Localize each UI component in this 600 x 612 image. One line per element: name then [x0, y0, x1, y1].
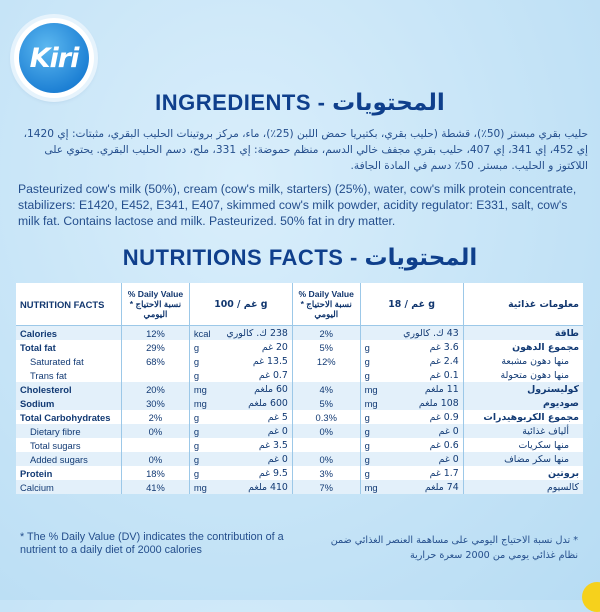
amount-18g — [360, 340, 463, 354]
amount-100g-ar: 0.7 غم — [258, 369, 288, 381]
amount-18g — [360, 396, 463, 410]
daily-value-100g: 0% — [122, 452, 190, 466]
nutrition-table — [16, 283, 583, 494]
amount-100g — [189, 396, 292, 410]
amount-18g-unit-en: mg — [364, 481, 378, 493]
amount-100g-ar: 0 غم — [267, 453, 288, 465]
amount-18g-unit-en: g — [364, 411, 370, 423]
amount-18g — [360, 382, 463, 396]
nutrient-name-ar: مجموع الكربوهيدرات — [483, 411, 579, 423]
nutrient-name-ar: ألياف غذائية — [522, 425, 569, 437]
daily-value-18g: 5% — [292, 340, 360, 354]
table-row — [16, 354, 583, 368]
daily-value-18g: 0% — [292, 424, 360, 438]
amount-100g-unit-en: g — [193, 467, 200, 479]
amount-100g-unit-en: mg — [193, 383, 207, 395]
nutrient-name-ar: منها سكريات — [518, 439, 569, 451]
amount-18g — [360, 452, 463, 466]
nutrient-name-en: Saturated fat — [16, 354, 122, 368]
amount-100g-ar: 410 ملغم — [248, 481, 288, 493]
daily-value-100g: 30% — [122, 396, 190, 410]
nutrition-heading-ar: المحتويات — [364, 245, 478, 271]
amount-18g-ar: 0.9 غم — [429, 411, 459, 423]
amount-18g-unit-en: mg — [364, 397, 378, 409]
amount-100g-unit-en: g — [193, 411, 200, 423]
header-per-100: غم / 100 g — [189, 283, 292, 326]
amount-18g-unit-en: g — [364, 355, 370, 367]
amount-100g — [189, 466, 292, 480]
amount-18g-ar: 0.6 غم — [429, 439, 459, 451]
amount-100g — [189, 438, 292, 452]
amount-18g-unit-en: g — [364, 425, 370, 437]
daily-value-100g: 18% — [122, 466, 190, 480]
nutrient-name-ar: طاقة — [554, 327, 579, 339]
nutrient-name-ar: منها سكر مضاف — [504, 453, 569, 465]
amount-100g — [189, 480, 292, 494]
amount-100g — [189, 368, 292, 382]
footnote-en: * The % Daily Value (DV) indicates the contribution of a nutrient to a daily diet of 2000 calories — [20, 531, 284, 556]
daily-value-18g: 5% — [292, 396, 360, 410]
ingredients-heading-ar: المحتويات — [332, 90, 445, 116]
table-row — [16, 452, 583, 466]
ingredients-heading — [0, 90, 600, 116]
nutrient-name-en: Protein — [16, 466, 122, 480]
table-row — [16, 382, 583, 396]
amount-100g-ar: 3.5 غم — [258, 439, 288, 451]
table-row — [16, 326, 583, 341]
nutrition-heading — [0, 245, 600, 271]
table-row — [16, 340, 583, 354]
daily-value-18g: 3% — [292, 466, 360, 480]
amount-100g — [189, 340, 292, 354]
amount-100g-unit-en: kcal — [193, 327, 211, 339]
amount-18g — [360, 410, 463, 424]
amount-18g — [360, 424, 463, 438]
daily-value-18g: 4% — [292, 382, 360, 396]
amount-18g — [360, 466, 463, 480]
amount-18g-ar: 3.6 غم — [429, 341, 459, 353]
amount-18g-ar: 2.4 غم — [429, 355, 459, 367]
amount-18g-unit-en: g — [364, 453, 370, 465]
amount-100g — [189, 424, 292, 438]
header-per-18: غم / 18 g — [360, 283, 463, 326]
ingredients-text-ar: حليب بقري مبستر (50٪)، قشطة (حليب بقري، بكتيريا حمض اللبن (25٪)، ماء، مركز بروتينات الحليب البقري، مثبتات: إي 1420، إي 452، إي 341، إي 407، حليب بقري مجفف خالي الدسم، منظم حموضة: إي 331، ملح، دسم الحليب البقري. يحتوي على اللاكتوز و الحليب. مبستر. 50٪ دسم في المادة الجافة. — [23, 128, 588, 172]
ingredients-heading-en: INGREDIENTS - — [155, 90, 326, 115]
amount-100g — [189, 382, 292, 396]
amount-100g-ar: 600 ملغم — [248, 397, 288, 409]
daily-value-100g: 68% — [122, 354, 190, 368]
table-row — [16, 396, 583, 410]
daily-value-18g: 12% — [292, 354, 360, 368]
nutrient-name-ar: صوديوم — [542, 397, 579, 409]
amount-18g-ar: 74 ملغم — [424, 481, 459, 493]
amount-100g-unit-en: g — [193, 355, 200, 367]
daily-value-18g — [292, 438, 360, 452]
daily-value-18g: 2% — [292, 326, 360, 341]
daily-value-100g: 41% — [122, 480, 190, 494]
amount-100g-unit-en: g — [193, 453, 200, 465]
daily-value-100g — [122, 438, 190, 452]
footnote-ar: * تدل نسبة الاحتياج اليومي على مساهمة العنصر الغذائي ضمن نظام غذائي يومي من 2000 سعرة حرارية — [330, 535, 578, 561]
nutrition-table-body — [16, 326, 583, 495]
amount-100g-ar: 5 غم — [267, 411, 288, 423]
brand-logo-text: Kiri — [19, 23, 89, 93]
nutrient-name-en: Total sugars — [16, 438, 122, 452]
header-nutrition-facts: NUTRITION FACTS — [16, 283, 122, 326]
nutrient-name-en: Total fat — [16, 340, 122, 354]
table-row — [16, 410, 583, 424]
amount-100g-ar: 0 غم — [267, 425, 288, 437]
amount-100g-ar: 238 ك. كالوري — [226, 327, 288, 339]
amount-100g-unit-en: mg — [193, 397, 207, 409]
daily-value-100g: 0% — [122, 424, 190, 438]
daily-value-18g: 0% — [292, 452, 360, 466]
amount-100g-unit-en: mg — [193, 481, 207, 493]
amount-100g — [189, 354, 292, 368]
header-pct-100: % Daily Value * نسبة الاحتياج اليومي — [122, 283, 190, 326]
nutrient-name-ar: منها دهون متحولة — [500, 369, 569, 381]
nutrient-name-en: Dietary fibre — [16, 424, 122, 438]
header-nutrition-facts-ar: معلومات غذائية — [463, 283, 583, 326]
nutrient-name-en: Total Carbohydrates — [16, 410, 122, 424]
table-row — [16, 466, 583, 480]
amount-18g — [360, 438, 463, 452]
amount-18g-unit-en: mg — [364, 383, 378, 395]
amount-100g-ar: 13.5 غم — [252, 355, 288, 367]
daily-value-100g — [122, 368, 190, 382]
amount-18g-ar: 108 ملغم — [418, 397, 459, 409]
daily-value-100g: 29% — [122, 340, 190, 354]
amount-18g-ar: 11 ملغم — [424, 383, 459, 395]
daily-value-18g: 0.3% — [292, 410, 360, 424]
daily-value-100g: 2% — [122, 410, 190, 424]
amount-18g-ar: 0.1 غم — [429, 369, 459, 381]
amount-100g-ar: 9.5 غم — [258, 467, 288, 479]
corner-decoration — [582, 582, 600, 612]
nutrient-name-ar: مجموع الدهون — [512, 341, 579, 353]
amount-18g-unit-en: g — [364, 439, 370, 451]
nutrient-name-en: Trans fat — [16, 368, 122, 382]
amount-18g-unit-en: g — [364, 341, 370, 353]
nutrient-name-ar: بروتين — [548, 467, 579, 479]
amount-18g-ar: 43 ك. كالوري — [403, 327, 459, 339]
amount-18g-ar: 0 غم — [438, 425, 459, 437]
amount-18g-ar: 0 غم — [438, 453, 459, 465]
amount-18g — [360, 326, 463, 341]
nutrition-table-header — [16, 283, 583, 326]
header-pct-18: % Daily Value * نسبة الاحتياج اليومي — [292, 283, 360, 326]
nutrient-name-ar: منها دهون مشبعة — [501, 355, 569, 367]
amount-100g — [189, 326, 292, 341]
table-row — [16, 368, 583, 382]
ingredients-text-en: Pasteurized cow's milk (50%), cream (cow's milk, starters) (25%), water, cow's milk protein concentrate, stabilizers: E1420, E452, E341, E407, skimmed cow's milk powder, acidity regulator: E331, salt, cow's milk fat. Contains lactose and milk. Pasteurized. 50% fat in dry matter. — [18, 182, 577, 228]
nutrition-heading-en: NUTRITIONS FACTS - — [122, 245, 358, 270]
amount-18g-unit-en: g — [364, 369, 370, 381]
nutrient-name-en: Calcium — [16, 480, 122, 494]
nutrient-name-ar: كالسيوم — [546, 481, 579, 493]
nutrient-name-en: Added sugars — [16, 452, 122, 466]
amount-100g-unit-en: g — [193, 439, 200, 451]
amount-18g — [360, 354, 463, 368]
nutrient-name-ar: كوليسترول — [527, 383, 579, 395]
amount-100g-ar: 20 غم — [261, 341, 288, 353]
daily-value-100g: 20% — [122, 382, 190, 396]
amount-100g-unit-en: g — [193, 425, 200, 437]
amount-100g — [189, 452, 292, 466]
daily-value-18g: 7% — [292, 480, 360, 494]
daily-value-100g: 12% — [122, 326, 190, 341]
amount-18g-ar: 1.7 غم — [429, 467, 459, 479]
nutrient-name-en: Calories — [16, 326, 122, 341]
nutrient-name-en: Cholesterol — [16, 382, 122, 396]
table-row — [16, 438, 583, 452]
amount-100g-ar: 60 ملغم — [254, 383, 288, 395]
daily-value-18g — [292, 368, 360, 382]
amount-18g — [360, 368, 463, 382]
amount-100g-unit-en: g — [193, 341, 200, 353]
nutrient-name-en: Sodium — [16, 396, 122, 410]
amount-18g-unit-en: g — [364, 467, 370, 479]
amount-100g-unit-en: g — [193, 369, 200, 381]
table-row — [16, 424, 583, 438]
table-row — [16, 480, 583, 494]
brand-logo — [14, 18, 94, 98]
amount-18g — [360, 480, 463, 494]
amount-100g — [189, 410, 292, 424]
